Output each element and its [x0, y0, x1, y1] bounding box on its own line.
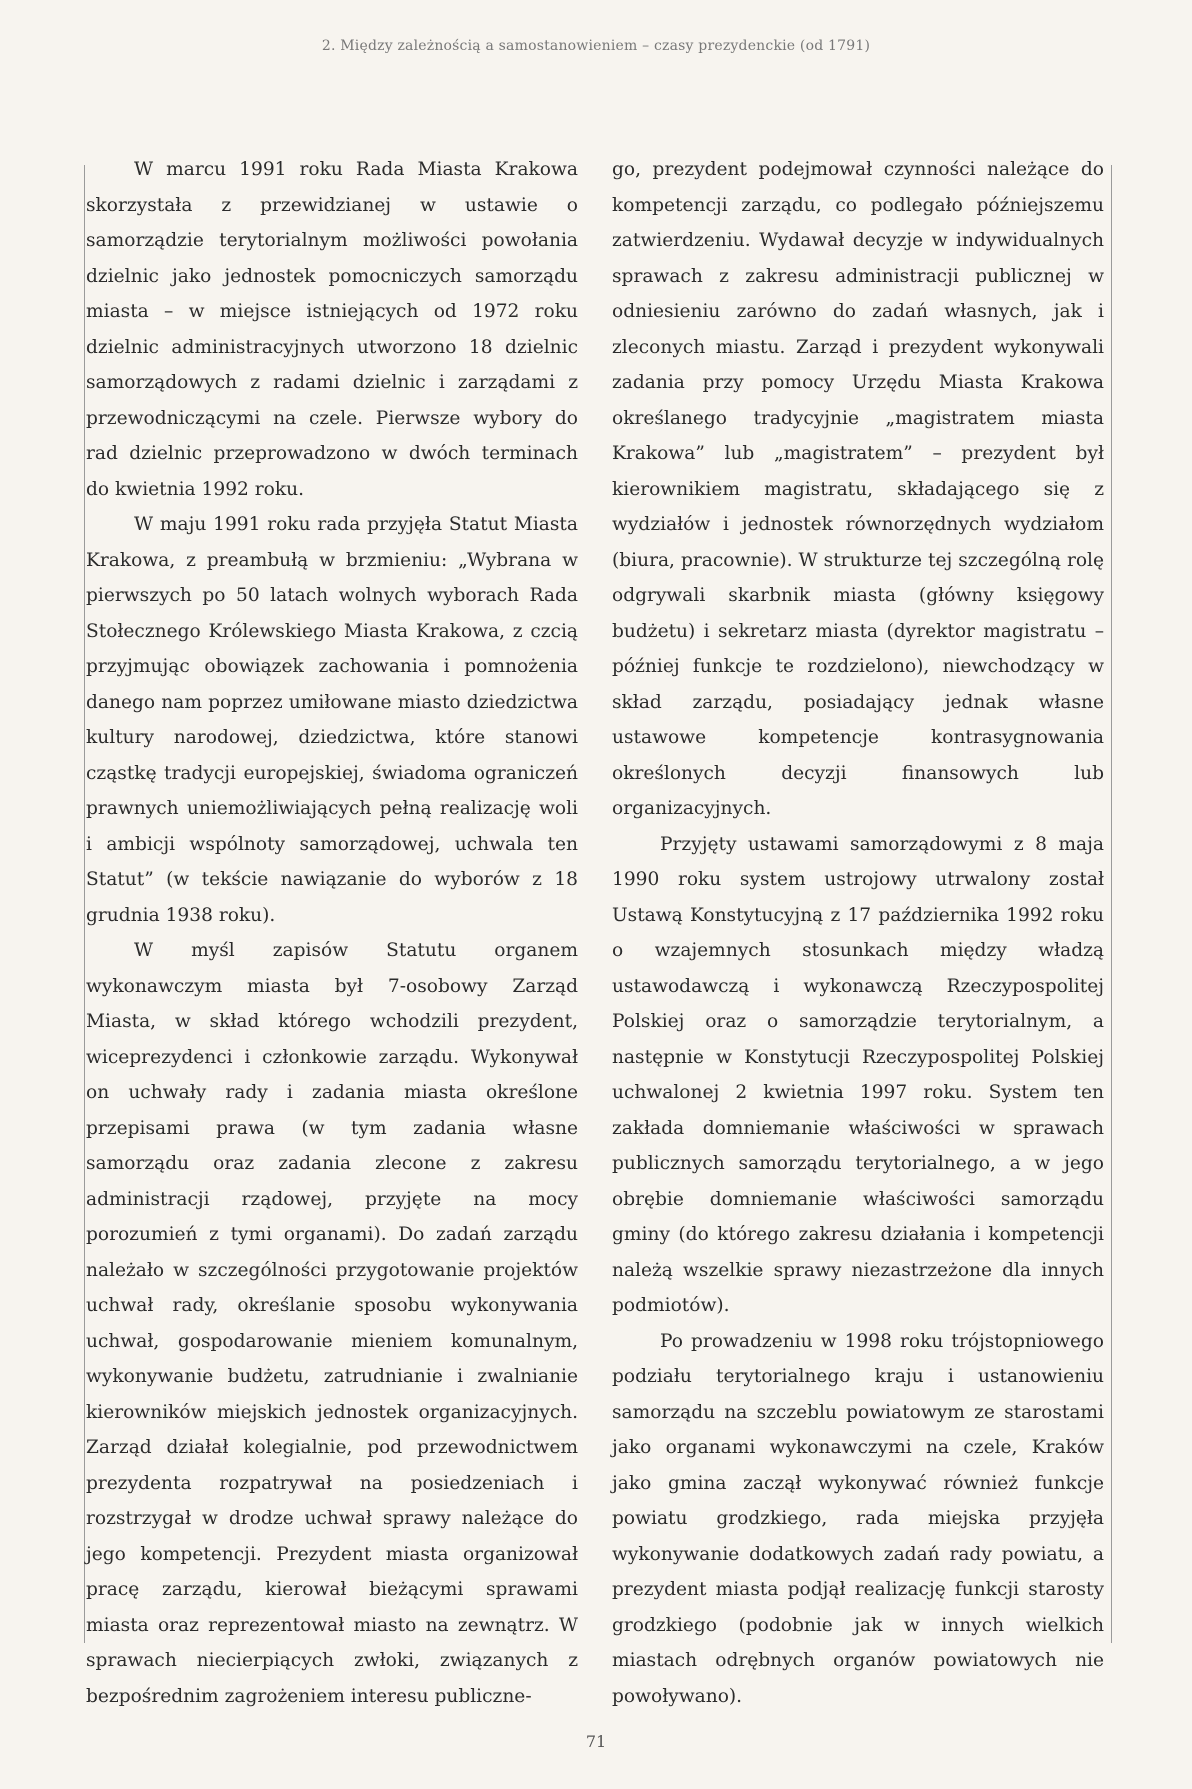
right-text-column: [612, 152, 1104, 1707]
paragraph: go, prezydent podejmował czynności należące do kompetencji zarządu, co podlegało późniejszemu zatwierdzeniu. Wydawał decyzje w indywidualnych sprawach z zakresu administracji publicznej w odniesieniu zarówno do zadań własnych, jak i zleconych miastu. Zarząd i prezydent wykonywali zadania przy pomocy Urzędu Miasta Krakowa określanego tradycyjnie „magistratem miasta Krakowa” lub „magistratem” – prezydent był kierownikiem magistratu, składającego się z wydziałów i jednostek równorzędnych wydziałom (biura, pracownie). W strukturze tej szczególną rolę odgrywali skarbnik miasta (główny księgowy budżetu) i sekretarz miasta (dyrektor magistratu – później funkcje te rozdzielono), niewchodzący w skład zarządu, posiadający jednak własne ustawowe kompetencje kontrasygnowania określonych decyzji finansowych lub organizacyjnych.: [612, 159, 1104, 819]
running-header: 2. Między zależnością a samostanowieniem – czasy prezydenckie (od 1791): [321, 38, 871, 54]
paragraph: W maju 1991 roku rada przyjęła Statut Miasta Krakowa, z preambułą w brzmieniu: „Wybrana w pierwszych po 50 latach wolnych wyborach Rada Stołecznego Królewskiego Miasta Krakowa, z czcią przyjmując obowiązek zachowania i pomnożenia danego nam poprzez umiłowane miasto dziedzictwa kultury narodowej, dziedzictwa, które stanowi cząstkę tradycji europejskiej, świadoma ograniczeń prawnych uniemożliwiających pełną realizację woli i ambicji wspólnoty samorządowej, uchwala ten Statut” (w tekście nawiązanie do wyborów z 18 grudnia 1938 roku).: [86, 514, 578, 926]
left-margin-rule: [84, 165, 85, 1643]
paragraph: W myśl zapisów Statutu organem wykonawczym miasta był 7-osobowy Zarząd Miasta, w skład którego wchodzili prezydent, wiceprezydenci i członkowie zarządu. Wykonywał on uchwały rady i zadania miasta określone przepisami prawa (w tym zadania własne samorządu oraz zadania zlecone z zakresu administracji rządowej, przyjęte na mocy porozumień z tymi organami). Do zadań zarządu należało w szczególności przygotowanie projektów uchwał rady, określanie sposobu wykonywania uchwał, gospodarowanie mieniem komunalnym, wykonywanie budżetu, zatrudnianie i zwalnianie kierowników miejskich jednostek organizacyjnych. Zarząd działał kolegialnie, pod przewodnictwem prezydenta rozpatrywał na posiedzeniach i rozstrzygał w drodze uchwał sprawy należące do jego kompetencji. Prezydent miasta organizował pracę zarządu, kierował bieżącymi sprawami miasta oraz reprezentował miasto na zewnątrz. W sprawach niecierpiących zwłoki, związanych z bezpośrednim zagrożeniem interesu publiczne-: [86, 940, 578, 1707]
right-margin-rule: [1111, 165, 1112, 1643]
page-number: 71: [585, 1732, 607, 1751]
paragraph: Przyjęty ustawami samorządowymi z 8 maja 1990 roku system ustrojowy utrwalony został Ustawą Konstytucyjną z 17 października 1992 roku o wzajemnych stosunkach między władzą ustawodawczą i wykonawczą Rzeczypospolitej Polskiej oraz o samorządzie terytorialnym, a następnie w Konstytucji Rzeczypospolitej Polskiej uchwalonej 2 kwietnia 1997 roku. System ten zakłada domniemanie właściwości w sprawach publicznych samorządu terytorialnego, a w jego obrębie domniemanie właściwości samorządu gminy (do którego zakresu działania i kompetencji należą wszelkie sprawy niezastrzeżone dla innych podmiotów).: [612, 833, 1104, 1316]
paragraph: Po prowadzeniu w 1998 roku trójstopniowego podziału terytorialnego kraju i ustanowieniu samorządu na szczeblu powiatowym ze starostami jako organami wykonawczymi na czele, Kraków jako gmina zaczął wykonywać również funkcje powiatu grodzkiego, rada miejska przyjęła wykonywanie dodatkowych zadań rady powiatu, a prezydent miasta podjął realizację funkcji starosty grodzkiego (podobnie jak w innych wielkich miastach odrębnych organów powiatowych nie powoływano).: [612, 1330, 1104, 1707]
paragraph: W marcu 1991 roku Rada Miasta Krakowa skorzystała z przewidzianej w ustawie o samorządzie terytorialnym możliwości powołania dzielnic jako jednostek pomocniczych samorządu miasta – w miejsce istniejących od 1972 roku dzielnic administracyjnych utworzono 18 dzielnic samorządowych z radami dzielnic i zarządami z przewodniczącymi na czele. Pierwsze wybory do rad dzielnic przeprowadzono w dwóch terminach do kwietnia 1992 roku.: [86, 159, 578, 500]
left-text-column: [86, 152, 578, 1707]
